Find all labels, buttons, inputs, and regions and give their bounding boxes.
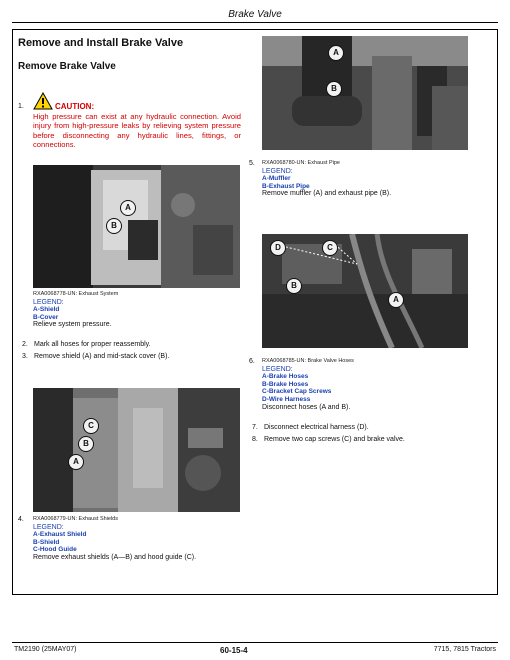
fig6-caption bbox=[262, 358, 354, 411]
legend-description: Disconnect hoses (A and B). bbox=[262, 403, 351, 411]
callout-c: C bbox=[322, 240, 338, 256]
callout-a: A bbox=[68, 454, 84, 470]
fig1-caption bbox=[33, 291, 118, 329]
fig4-caption bbox=[33, 516, 196, 562]
exhaust-pipe-photo bbox=[262, 36, 468, 150]
step-number: 6. bbox=[249, 358, 255, 365]
legend-item: A-Muffler bbox=[262, 175, 291, 183]
legend-description: Remove muffler (A) and exhaust pipe (B). bbox=[262, 190, 392, 198]
legend-title: LEGEND: bbox=[33, 523, 64, 531]
callout-c: C bbox=[83, 418, 99, 434]
step-number: 4. bbox=[18, 516, 24, 523]
step-number: 2. bbox=[22, 341, 28, 348]
section-title: Remove and Install Brake Valve bbox=[18, 37, 184, 49]
legend-item: B-Cover bbox=[33, 313, 59, 321]
legend-item: A-Brake Hoses bbox=[262, 373, 309, 381]
callout-a: A bbox=[388, 292, 404, 308]
legend-item: B-Exhaust Pipe bbox=[262, 182, 310, 190]
page-header-title: Brake Valve bbox=[228, 9, 282, 20]
legend-item: A-Shield bbox=[33, 306, 60, 314]
legend-title: LEGEND: bbox=[262, 167, 293, 175]
step-number: 1. bbox=[18, 103, 24, 110]
warning-triangle-icon bbox=[33, 92, 53, 110]
step-text: Mark all hoses for proper reassembly. bbox=[34, 341, 151, 348]
figure-id: RXA0068778-UN: Exhaust System bbox=[33, 291, 119, 297]
caution-label: CAUTION: bbox=[55, 102, 95, 111]
callout-a: A bbox=[328, 45, 344, 61]
exhaust-shields-photo bbox=[33, 388, 240, 512]
footer-rule bbox=[12, 642, 498, 643]
legend-item: C-Bracket Cap Screws bbox=[262, 388, 332, 396]
legend-item: B-Shield bbox=[33, 538, 60, 546]
step-number: 8. bbox=[252, 436, 258, 443]
footer-page-number: 60-15-4 bbox=[220, 646, 248, 655]
callout-a: A bbox=[120, 200, 136, 216]
legend-item: B-Brake Hoses bbox=[262, 380, 309, 388]
callout-b: B bbox=[78, 436, 94, 452]
step-number: 3. bbox=[22, 353, 28, 360]
step-number: 7. bbox=[252, 424, 258, 431]
subsection-title: Remove Brake Valve bbox=[18, 61, 116, 72]
legend-description: Remove exhaust shields (A—B) and hood guide (C). bbox=[33, 553, 197, 561]
legend-title: LEGEND: bbox=[262, 365, 293, 373]
callout-b: B bbox=[326, 81, 342, 97]
callout-b: B bbox=[106, 218, 122, 234]
step-text: Remove shield (A) and mid-stack cover (B). bbox=[34, 353, 170, 360]
step-text: Disconnect electrical harness (D). bbox=[264, 424, 369, 431]
header-rule bbox=[12, 22, 498, 23]
fig5-caption bbox=[262, 160, 391, 198]
legend-item: A-Exhaust Shield bbox=[33, 531, 87, 539]
footer-left: TM2190 (25MAY07) bbox=[14, 646, 77, 653]
callout-d: D bbox=[270, 240, 286, 256]
figure-id: RXA0068785-UN: Brake Valve Hoses bbox=[262, 358, 354, 364]
figure-id: RXA0068780-UN: Exhaust Pipe bbox=[262, 160, 340, 166]
legend-title: LEGEND: bbox=[33, 298, 64, 306]
exhaust-system-photo bbox=[33, 165, 240, 288]
step-text: Remove two cap screws (C) and brake valve. bbox=[264, 436, 405, 443]
legend-item: D-Wire Harness bbox=[262, 395, 311, 403]
figure-id: RXA0068779-UN: Exhaust Shields bbox=[33, 516, 118, 522]
callout-b: B bbox=[286, 278, 302, 294]
legend-description: Relieve system pressure. bbox=[33, 321, 112, 329]
footer-right: 7715, 7815 Tractors bbox=[433, 646, 496, 653]
caution-text: High pressure can exist at any hydraulic connection. Avoid injury from high-pressure leaks by relieving system pressure before disconnecting any hydraulic lines, fittings, or connections. bbox=[33, 112, 241, 150]
legend-item: C-Hood Guide bbox=[33, 546, 77, 554]
step-number: 5. bbox=[249, 160, 255, 167]
